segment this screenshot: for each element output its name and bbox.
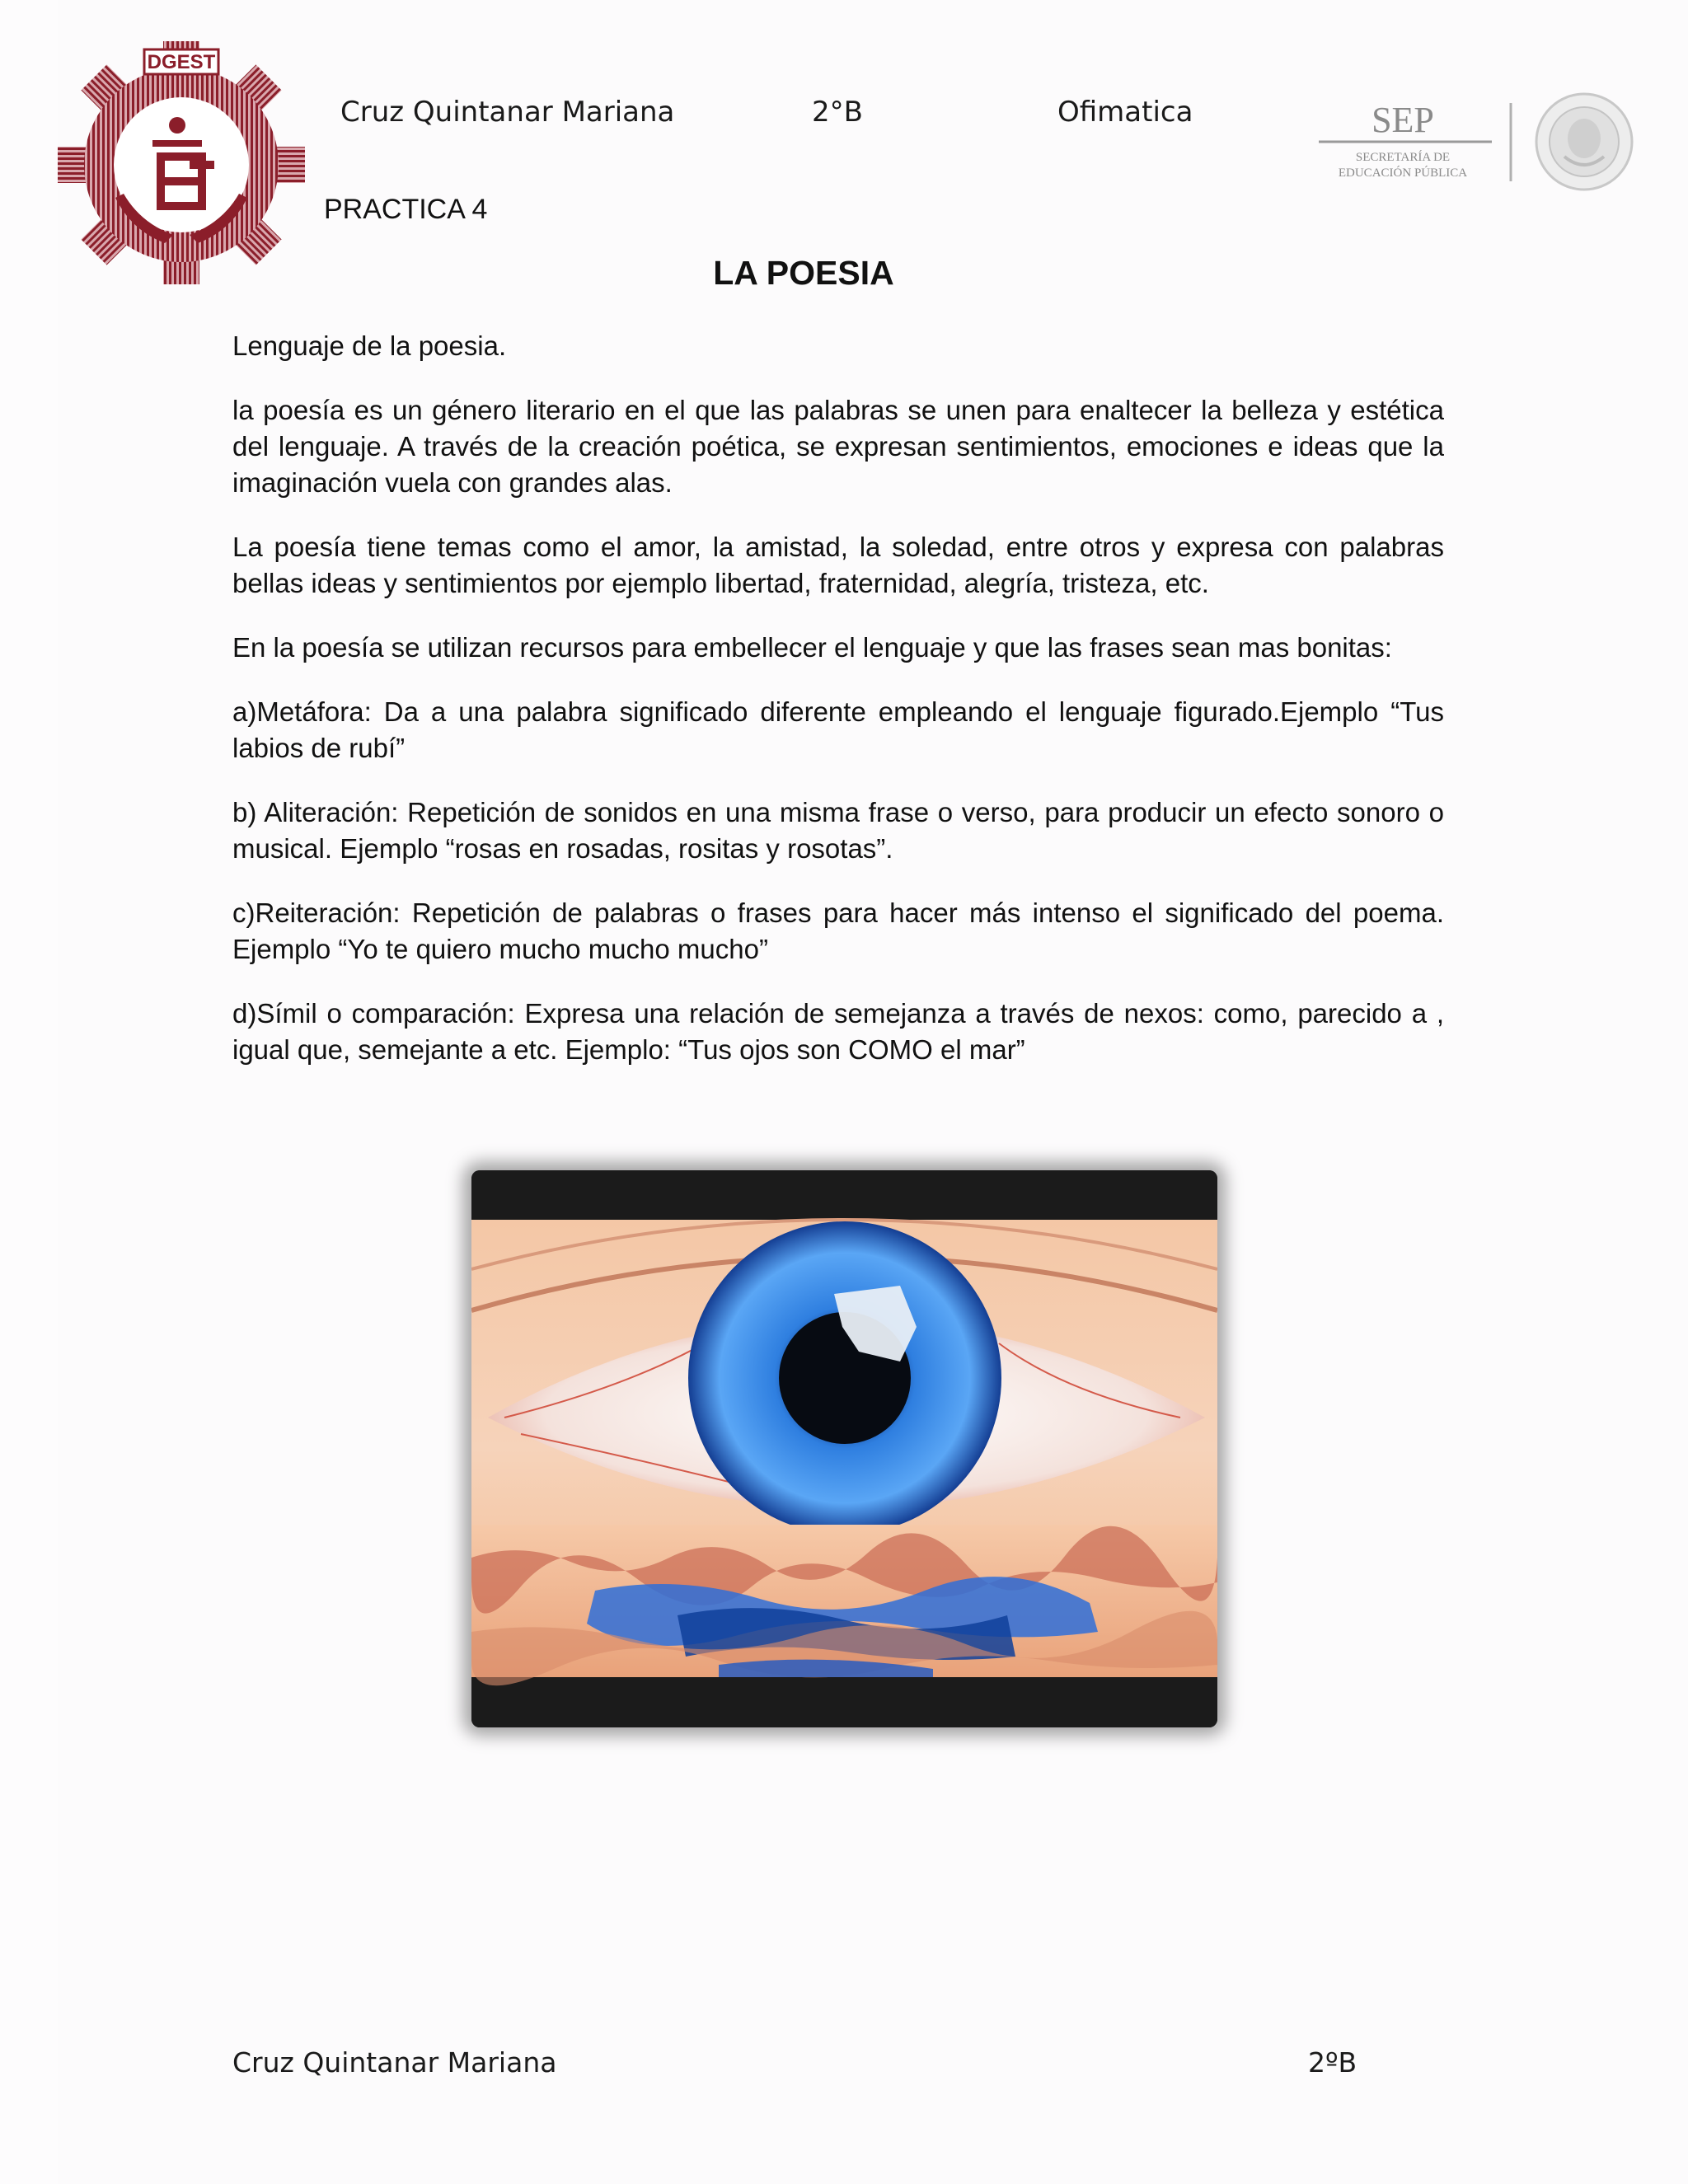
paragraph: la poesía es un género literario en el que las palabras se unen para enaltecer la belleza y estética del lenguaje. A través de la creación poética, se expresan sentimientos, emociones e ideas que la imaginación vuela con grandes alas. bbox=[232, 395, 1444, 498]
header-group: 2°B bbox=[812, 96, 863, 129]
document-title: LA POESIA bbox=[713, 254, 894, 292]
document-body bbox=[232, 328, 1444, 1096]
eye-reflection-icon bbox=[471, 1170, 1217, 1727]
header-student-name: Cruz Quintanar Mariana bbox=[340, 96, 675, 129]
sep-logo-sub2: EDUCACIÓN PÚBLICA bbox=[1338, 166, 1468, 180]
sep-logo-icon bbox=[1319, 91, 1648, 198]
dgest-logo-icon bbox=[58, 37, 305, 284]
eye-illustration bbox=[471, 1170, 1217, 1727]
seal-icon bbox=[1536, 94, 1632, 190]
paragraph: En la poesía se utilizan recursos para embellecer el lenguaje y que las frases sean mas bonitas: bbox=[232, 632, 1392, 663]
sep-logo-sub1: SECRETARÍA DE bbox=[1355, 151, 1451, 164]
paragraph: Lenguaje de la poesia. bbox=[232, 330, 507, 361]
footer-student-name: Cruz Quintanar Mariana bbox=[232, 2046, 557, 2079]
paragraph: a)Metáfora: Da a una palabra significado diferente empleando el lenguaje figurado.Ejemplo “Tus labios de rubí” bbox=[232, 696, 1444, 763]
practice-label: PRACTICA 4 bbox=[324, 194, 488, 225]
paragraph: c)Reiteración: Repetición de palabras o frases para hacer más intenso el significado del poema. Ejemplo “Yo te quiero mucho mucho mucho” bbox=[232, 898, 1444, 964]
sep-logo-text: SEP bbox=[1372, 100, 1434, 140]
footer-group: 2ºB bbox=[1308, 2046, 1357, 2079]
paragraph: La poesía tiene temas como el amor, la amistad, la soledad, entre otros y expresa con palabras bellas ideas y sentimientos por ejemplo libertad, fraternidad, alegría, tristeza, etc. bbox=[232, 532, 1444, 598]
paragraph: d)Símil o comparación: Expresa una relación de semejanza a través de nexos: como, parecido a , igual que, semejante a etc. Ejemplo: “Tus ojos son COMO el mar” bbox=[232, 998, 1444, 1065]
dgest-logo-text: DGEST bbox=[147, 51, 216, 73]
paragraph: b) Aliteración: Repetición de sonidos en una misma frase o verso, para producir un efecto sonoro o musical. Ejemplo “rosas en rosadas, rositas y rosotas”. bbox=[232, 797, 1444, 864]
header-subject: Ofimatica bbox=[1057, 96, 1193, 129]
